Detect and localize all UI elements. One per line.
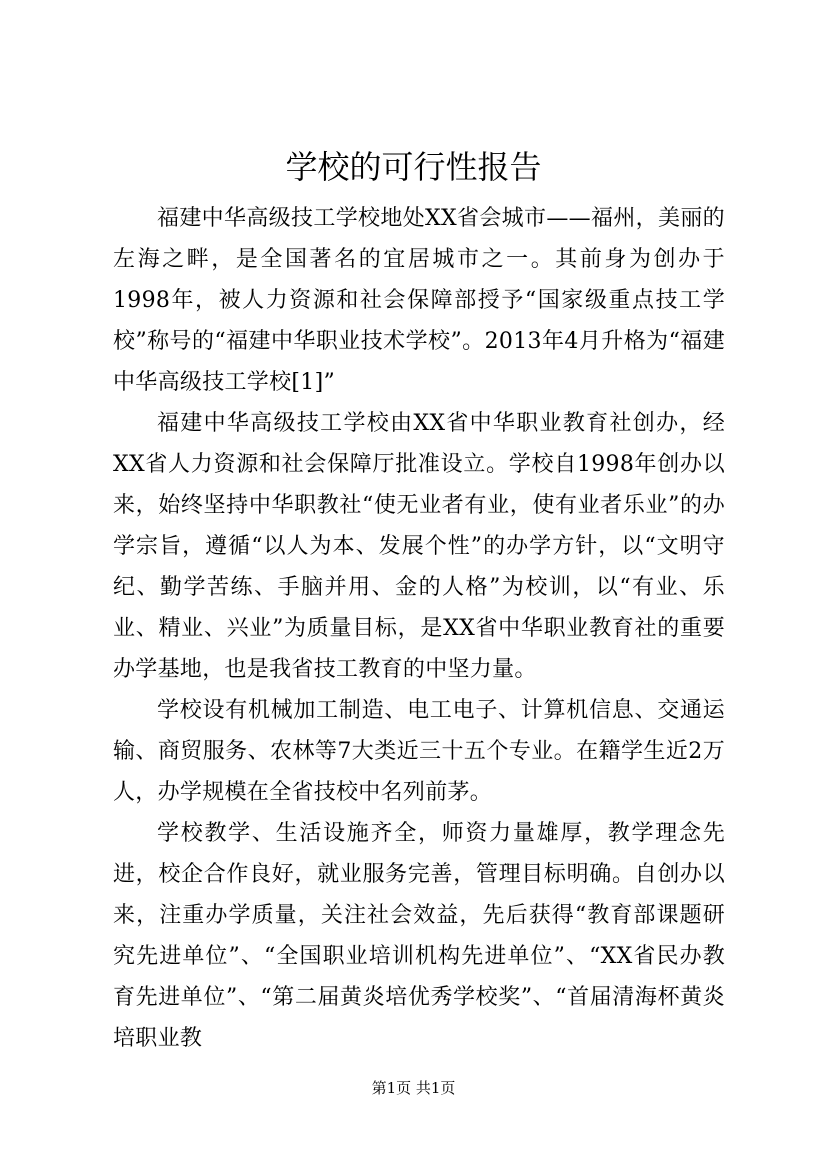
paragraph-school-facilities: 学校教学、生活设施齐全，师资力量雄厚，教学理念先进，校企合作良好，就业服务完善，管理目标明确。自创办以来，注重办学质量，关注社会效益，先后获得“教育部课题研究先进单位”、“全国职业培训机构先进单位”、“XX省民办教育先进单位”、“第二届黄炎培优秀学校奖”、“首届清海杯黄炎培职业教 <box>113 821 725 1051</box>
paragraph-school-location: 福建中华高级技工学校地处XX省会城市——福州，美丽的左海之畔，是全国著名的宜居城市之一。其前身为创办于1998年，被人力资源和社会保障部授予“国家级重点技工学校”称号的“福建中华职业技术学校”。2013年4月升格为“福建中华高级技工学校[1]” <box>113 206 725 395</box>
document-body <box>113 198 725 1059</box>
document-title: 学校的可行性报告 <box>285 148 542 186</box>
paragraph-school-majors: 学校设有机械加工制造、电工电子、计算机信息、交通运输、商贸服务、农林等7大类近三十五个专业。在籍学生近2万人，办学规模在全省技校中名列前茅。 <box>113 698 725 805</box>
paragraph-school-founding: 福建中华高级技工学校由XX省中华职业教育社创办，经XX省人力资源和社会保障厅批准设立。学校自1998年创办以来，始终坚持中华职教社“使无业者有业，使有业者乐业”的办学宗旨，遵循“以人为本、发展个性”的办学方针，以“文明守纪、勤学苦练、手脑并用、金的人格”为校训，以“有业、乐业、精业、兴业”为质量目标，是XX省中华职业教育社的重要办学基地，也是我省技工教育的中坚力量。 <box>113 411 725 682</box>
page-number-footer: 第1页 共1页 <box>371 1079 456 1097</box>
